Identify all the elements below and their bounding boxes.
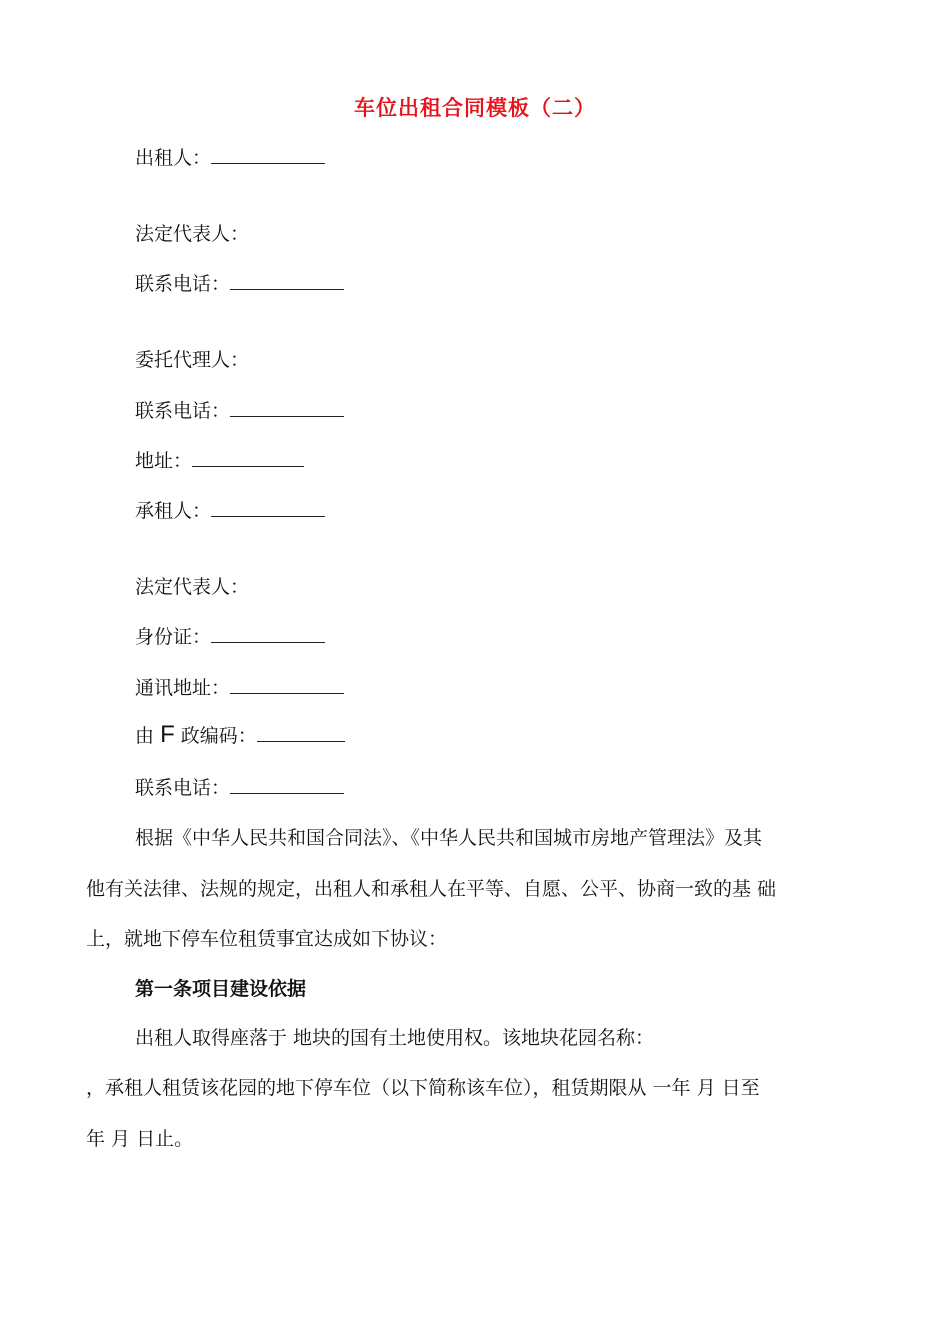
mail-address-label: 通讯地址： bbox=[135, 677, 231, 699]
id-card-line bbox=[135, 622, 325, 649]
phone-label-2: 联系电话： bbox=[135, 400, 231, 422]
address-label: 地址： bbox=[135, 450, 193, 472]
legal-rep-label-1: 法定代表人： bbox=[135, 223, 250, 245]
phone-line-3 bbox=[135, 773, 344, 800]
phone-line-1 bbox=[135, 269, 344, 296]
phone-label-3: 联系电话： bbox=[135, 777, 231, 799]
phone-blank-3 bbox=[230, 775, 344, 794]
paragraph-2-line-2: ，承租人租赁该花园的地下停车位（以下简称该车位），租赁期限从 一年 月 日至 bbox=[86, 1077, 760, 1099]
paragraph-2-line-3: 年 月 日止。 bbox=[86, 1128, 194, 1150]
postcode-line bbox=[135, 721, 345, 749]
mail-address-blank bbox=[230, 675, 344, 694]
lessor-label: 出租人： bbox=[135, 147, 212, 169]
lessor-blank bbox=[211, 145, 325, 164]
postcode-label-f: F bbox=[160, 721, 175, 748]
postcode-label-b: 政编码： bbox=[180, 725, 257, 747]
paragraph-1-line-3: 上，就地下停车位租赁事宜达成如下协议： bbox=[86, 928, 448, 950]
lessee-blank bbox=[211, 498, 325, 517]
article-1-heading: 第一条项目建设依据 bbox=[135, 978, 307, 1000]
paragraph-1-line-1: 根据《中华人民共和国合同法》、《中华人民共和国城市房地产管理法》及其 bbox=[135, 827, 763, 849]
agent-line bbox=[135, 345, 249, 372]
lessee-label: 承租人： bbox=[135, 500, 212, 522]
postcode-label-a: 由 bbox=[135, 725, 155, 747]
address-blank bbox=[192, 448, 304, 467]
document-title: 车位出租合同模板（二） bbox=[354, 96, 596, 120]
legal-rep-label-2: 法定代表人： bbox=[135, 576, 250, 598]
paragraph-2-line-1: 出租人取得座落于 地块的国有土地使用权。该地块花园名称： bbox=[135, 1027, 655, 1049]
legal-rep-line-2 bbox=[135, 572, 249, 599]
phone-blank-2 bbox=[230, 398, 344, 417]
lessor-line bbox=[135, 143, 325, 170]
id-card-label: 身份证： bbox=[135, 626, 212, 648]
id-card-blank bbox=[211, 624, 325, 643]
address-line bbox=[135, 446, 304, 473]
mail-address-line bbox=[135, 673, 344, 700]
postcode-blank bbox=[257, 723, 345, 742]
lessee-line bbox=[135, 496, 325, 523]
phone-line-2 bbox=[135, 396, 344, 423]
legal-rep-line-1 bbox=[135, 219, 249, 246]
phone-label-1: 联系电话： bbox=[135, 273, 231, 295]
phone-blank-1 bbox=[230, 271, 344, 290]
agent-label: 委托代理人： bbox=[135, 349, 250, 371]
paragraph-1-line-2: 他有关法律、法规的规定，出租人和承租人在平等、自愿、公平、协商一致的基 础 bbox=[86, 878, 777, 900]
